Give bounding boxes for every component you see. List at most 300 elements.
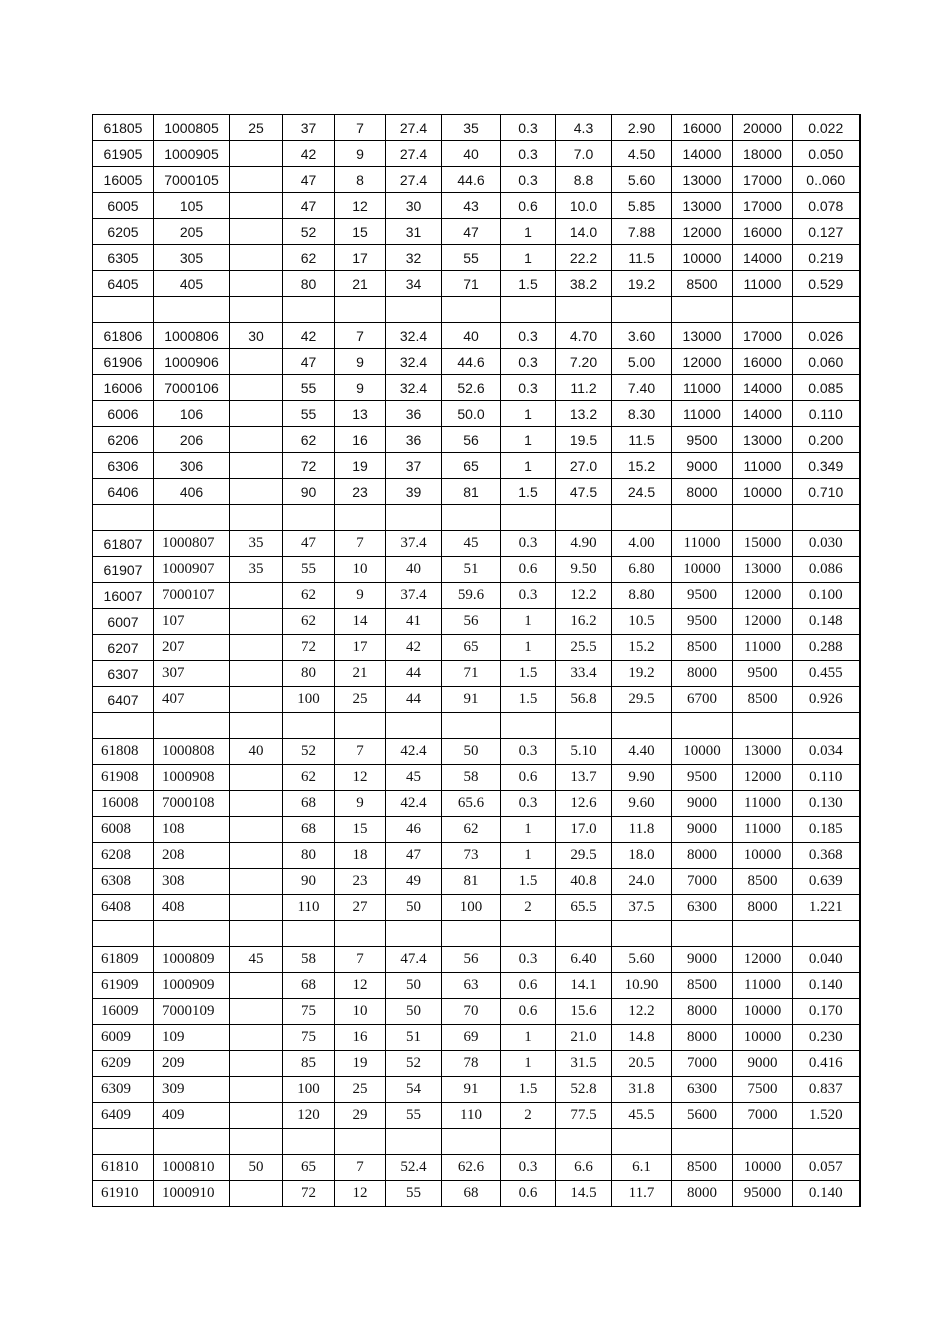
table-cell: 108 — [154, 817, 230, 843]
table-cell: 1000809 — [154, 947, 230, 973]
table-cell: 10000 — [733, 999, 793, 1025]
table-cell: 62 — [283, 427, 335, 453]
table-cell: 52.8 — [556, 1077, 612, 1103]
table-row — [93, 947, 860, 973]
table-cell: 0.6 — [501, 557, 556, 583]
table-row — [93, 245, 860, 271]
table-cell: 0.140 — [793, 973, 860, 999]
table-cell: 0.219 — [793, 245, 860, 271]
table-cell: 15.6 — [556, 999, 612, 1025]
table-cell: 47 — [442, 219, 501, 245]
table-cell: 16000 — [672, 115, 733, 141]
table-cell: 68 — [283, 817, 335, 843]
table-cell — [230, 271, 283, 297]
bearing-spec-table — [92, 114, 861, 1207]
table-cell: 6207 — [93, 635, 154, 661]
table-cell: 11000 — [733, 635, 793, 661]
table-cell: 13000 — [733, 427, 793, 453]
table-cell: 6007 — [93, 609, 154, 635]
spacer-row — [93, 713, 860, 739]
table-cell: 6008 — [93, 817, 154, 843]
table-cell: 91 — [442, 687, 501, 713]
table-cell: 8500 — [672, 1155, 733, 1181]
table-cell: 6205 — [93, 219, 154, 245]
table-cell: 52 — [283, 739, 335, 765]
table-cell: 17.0 — [556, 817, 612, 843]
table-cell — [230, 843, 283, 869]
table-cell — [612, 713, 672, 739]
table-cell: 14.0 — [556, 219, 612, 245]
table-row — [93, 1181, 860, 1207]
table-cell: 16 — [335, 427, 386, 453]
table-cell: 8000 — [672, 1181, 733, 1207]
spacer-row — [93, 505, 860, 531]
table-row — [93, 609, 860, 635]
table-cell: 1 — [501, 843, 556, 869]
table-cell: 37 — [283, 115, 335, 141]
table-cell: 1.5 — [501, 687, 556, 713]
table-cell: 91 — [442, 1077, 501, 1103]
table-row — [93, 1025, 860, 1051]
table-cell: 0.110 — [793, 401, 860, 427]
table-cell: 20000 — [733, 115, 793, 141]
table-cell: 40 — [386, 557, 442, 583]
table-cell: 24.0 — [612, 869, 672, 895]
table-cell: 18.0 — [612, 843, 672, 869]
table-cell: 50 — [386, 999, 442, 1025]
table-cell: 11000 — [672, 375, 733, 401]
table-cell: 6005 — [93, 193, 154, 219]
table-cell: 81 — [442, 869, 501, 895]
table-cell: 61806 — [93, 323, 154, 349]
table-cell: 7.40 — [612, 375, 672, 401]
table-cell: 55 — [386, 1181, 442, 1207]
table-cell — [672, 1129, 733, 1155]
table-cell: 47 — [283, 531, 335, 557]
table-cell: 9.90 — [612, 765, 672, 791]
table-cell: 14.8 — [612, 1025, 672, 1051]
table-cell: 6408 — [93, 895, 154, 921]
table-cell: 9 — [335, 141, 386, 167]
table-cell: 9500 — [733, 661, 793, 687]
table-cell: 42 — [283, 323, 335, 349]
table-cell — [230, 791, 283, 817]
table-cell: 1000808 — [154, 739, 230, 765]
table-cell: 85 — [283, 1051, 335, 1077]
table-cell: 17000 — [733, 193, 793, 219]
table-cell: 1000908 — [154, 765, 230, 791]
table-cell: 0.837 — [793, 1077, 860, 1103]
table-cell: 0.022 — [793, 115, 860, 141]
table-cell: 12 — [335, 765, 386, 791]
table-cell: 56 — [442, 427, 501, 453]
table-cell — [672, 713, 733, 739]
table-cell: 61807 — [93, 531, 154, 557]
table-cell — [154, 297, 230, 323]
table-cell: 9.60 — [612, 791, 672, 817]
table-cell: 10000 — [733, 843, 793, 869]
table-cell: 9000 — [733, 1051, 793, 1077]
table-cell — [93, 297, 154, 323]
table-cell — [442, 1129, 501, 1155]
table-cell: 49 — [386, 869, 442, 895]
table-cell — [672, 297, 733, 323]
table-row — [93, 427, 860, 453]
table-cell: 80 — [283, 843, 335, 869]
table-cell: 58 — [283, 947, 335, 973]
table-cell — [230, 427, 283, 453]
table-cell: 12000 — [733, 609, 793, 635]
table-cell: 16 — [335, 1025, 386, 1051]
table-cell — [230, 973, 283, 999]
table-cell: 23 — [335, 869, 386, 895]
table-cell: 11000 — [672, 531, 733, 557]
table-cell: 61907 — [93, 557, 154, 583]
table-cell: 47.4 — [386, 947, 442, 973]
table-cell: 0.926 — [793, 687, 860, 713]
table-cell: 0.6 — [501, 1181, 556, 1207]
table-cell: 62 — [283, 765, 335, 791]
table-cell: 0.368 — [793, 843, 860, 869]
table-cell — [556, 1129, 612, 1155]
table-cell: 105 — [154, 193, 230, 219]
table-cell: 95000 — [733, 1181, 793, 1207]
table-cell: 61906 — [93, 349, 154, 375]
table-cell: 50 — [442, 739, 501, 765]
table-cell: 0..060 — [793, 167, 860, 193]
table-cell: 11.8 — [612, 817, 672, 843]
table-cell: 45 — [386, 765, 442, 791]
table-cell: 61910 — [93, 1181, 154, 1207]
table-cell: 25 — [335, 687, 386, 713]
table-cell: 17 — [335, 635, 386, 661]
table-cell: 68 — [283, 791, 335, 817]
table-cell: 10000 — [672, 739, 733, 765]
table-cell: 12 — [335, 973, 386, 999]
table-cell: 19 — [335, 1051, 386, 1077]
table-cell: 7000107 — [154, 583, 230, 609]
table-cell: 10000 — [733, 1155, 793, 1181]
table-cell: 77.5 — [556, 1103, 612, 1129]
table-cell — [93, 713, 154, 739]
table-cell: 306 — [154, 453, 230, 479]
table-cell: 4.40 — [612, 739, 672, 765]
table-row — [93, 323, 860, 349]
table-cell: 69 — [442, 1025, 501, 1051]
table-cell: 13000 — [672, 323, 733, 349]
table-cell: 6407 — [93, 687, 154, 713]
table-cell: 9000 — [672, 453, 733, 479]
table-cell: 30 — [386, 193, 442, 219]
table-cell — [154, 1129, 230, 1155]
table-cell: 0.130 — [793, 791, 860, 817]
table-cell: 14000 — [733, 245, 793, 271]
table-row — [93, 453, 860, 479]
table-cell — [501, 505, 556, 531]
table-cell: 23 — [335, 479, 386, 505]
table-cell: 37.5 — [612, 895, 672, 921]
table-row — [93, 1051, 860, 1077]
table-cell: 106 — [154, 401, 230, 427]
table-cell — [733, 713, 793, 739]
table-cell: 47 — [283, 349, 335, 375]
table-row — [93, 271, 860, 297]
table-cell: 7 — [335, 323, 386, 349]
table-cell: 0.3 — [501, 375, 556, 401]
table-cell: 16008 — [93, 791, 154, 817]
table-cell: 0.148 — [793, 609, 860, 635]
table-cell: 0.6 — [501, 999, 556, 1025]
table-cell: 52.4 — [386, 1155, 442, 1181]
table-cell: 15.2 — [612, 453, 672, 479]
table-cell: 6405 — [93, 271, 154, 297]
table-row — [93, 479, 860, 505]
table-cell — [230, 713, 283, 739]
table-cell — [386, 1129, 442, 1155]
table-row — [93, 375, 860, 401]
table-cell: 0.3 — [501, 947, 556, 973]
table-cell: 72 — [283, 635, 335, 661]
table-cell: 16000 — [733, 349, 793, 375]
table-cell: 90 — [283, 479, 335, 505]
table-cell: 4.00 — [612, 531, 672, 557]
table-cell: 90 — [283, 869, 335, 895]
table-cell — [230, 895, 283, 921]
table-cell: 70 — [442, 999, 501, 1025]
table-row — [93, 687, 860, 713]
table-cell — [93, 921, 154, 947]
table-cell: 1 — [501, 1051, 556, 1077]
table-cell: 15 — [335, 219, 386, 245]
table-cell: 8000 — [672, 843, 733, 869]
table-cell: 1.5 — [501, 479, 556, 505]
table-cell: 51 — [386, 1025, 442, 1051]
table-cell: 13000 — [672, 193, 733, 219]
table-cell: 4.90 — [556, 531, 612, 557]
table-cell: 100 — [442, 895, 501, 921]
table-cell: 40.8 — [556, 869, 612, 895]
table-cell — [230, 1129, 283, 1155]
table-cell: 24.5 — [612, 479, 672, 505]
table-row — [93, 739, 860, 765]
table-cell: 5600 — [672, 1103, 733, 1129]
table-cell: 7000108 — [154, 791, 230, 817]
table-cell: 0.3 — [501, 115, 556, 141]
table-cell: 31.8 — [612, 1077, 672, 1103]
table-cell: 8000 — [672, 661, 733, 687]
table-cell: 42.4 — [386, 791, 442, 817]
spacer-row — [93, 297, 860, 323]
table-cell: 19.2 — [612, 661, 672, 687]
table-cell: 100 — [283, 1077, 335, 1103]
table-cell: 0.060 — [793, 349, 860, 375]
table-cell: 1 — [501, 609, 556, 635]
table-cell: 18000 — [733, 141, 793, 167]
table-cell: 71 — [442, 661, 501, 687]
table-cell: 110 — [442, 1103, 501, 1129]
table-cell: 6700 — [672, 687, 733, 713]
table-cell: 72 — [283, 1181, 335, 1207]
table-cell: 0.710 — [793, 479, 860, 505]
table-cell: 16.2 — [556, 609, 612, 635]
table-row — [93, 869, 860, 895]
table-cell: 0.349 — [793, 453, 860, 479]
table-cell: 100 — [283, 687, 335, 713]
table-cell: 0.6 — [501, 973, 556, 999]
table-cell: 0.6 — [501, 765, 556, 791]
table-cell: 47.5 — [556, 479, 612, 505]
table-cell: 4.70 — [556, 323, 612, 349]
table-cell: 405 — [154, 271, 230, 297]
table-cell: 55 — [283, 375, 335, 401]
table-cell — [335, 1129, 386, 1155]
table-cell: 65 — [283, 1155, 335, 1181]
table-cell: 61805 — [93, 115, 154, 141]
table-row — [93, 557, 860, 583]
table-cell: 17000 — [733, 323, 793, 349]
table-cell: 56 — [442, 947, 501, 973]
table-cell: 206 — [154, 427, 230, 453]
table-cell: 0.529 — [793, 271, 860, 297]
table-row — [93, 843, 860, 869]
table-cell: 12000 — [733, 765, 793, 791]
table-cell: 0.026 — [793, 323, 860, 349]
table-cell: 40 — [442, 323, 501, 349]
table-cell: 12 — [335, 193, 386, 219]
table-cell: 20.5 — [612, 1051, 672, 1077]
table-cell — [793, 713, 860, 739]
table-cell: 50 — [386, 895, 442, 921]
table-cell — [230, 401, 283, 427]
table-cell: 7000 — [672, 869, 733, 895]
table-cell: 5.85 — [612, 193, 672, 219]
table-cell: 11000 — [733, 271, 793, 297]
table-cell — [733, 297, 793, 323]
table-cell: 16006 — [93, 375, 154, 401]
table-cell: 62 — [442, 817, 501, 843]
table-cell: 15.2 — [612, 635, 672, 661]
table-cell: 305 — [154, 245, 230, 271]
table-cell: 21 — [335, 271, 386, 297]
table-cell — [556, 297, 612, 323]
table-cell: 12000 — [672, 219, 733, 245]
table-cell — [93, 1129, 154, 1155]
table-cell: 55 — [442, 245, 501, 271]
table-cell: 25 — [230, 115, 283, 141]
table-cell: 11.7 — [612, 1181, 672, 1207]
table-cell: 0.170 — [793, 999, 860, 1025]
table-cell: 0.3 — [501, 349, 556, 375]
table-cell: 1000805 — [154, 115, 230, 141]
table-cell: 61810 — [93, 1155, 154, 1181]
table-cell: 10.90 — [612, 973, 672, 999]
table-cell: 1000807 — [154, 531, 230, 557]
table-cell — [793, 505, 860, 531]
table-cell: 12000 — [733, 947, 793, 973]
table-cell — [556, 713, 612, 739]
table-cell: 6.6 — [556, 1155, 612, 1181]
table-cell: 1 — [501, 453, 556, 479]
table-cell: 29.5 — [612, 687, 672, 713]
table-cell: 9 — [335, 583, 386, 609]
table-cell: 14 — [335, 609, 386, 635]
table-cell: 81 — [442, 479, 501, 505]
table-cell: 5.00 — [612, 349, 672, 375]
table-cell: 7.20 — [556, 349, 612, 375]
table-cell: 0.3 — [501, 1155, 556, 1181]
table-cell — [442, 921, 501, 947]
table-cell: 120 — [283, 1103, 335, 1129]
table-cell: 6305 — [93, 245, 154, 271]
table-row — [93, 141, 860, 167]
table-cell: 1 — [501, 817, 556, 843]
table-cell: 0.639 — [793, 869, 860, 895]
table-cell: 47 — [283, 193, 335, 219]
table-cell — [230, 583, 283, 609]
table-cell: 65.6 — [442, 791, 501, 817]
table-cell: 8500 — [672, 271, 733, 297]
table-cell — [230, 1181, 283, 1207]
table-cell: 0.086 — [793, 557, 860, 583]
table-cell: 45.5 — [612, 1103, 672, 1129]
table-cell: 0.050 — [793, 141, 860, 167]
table-cell: 1000909 — [154, 973, 230, 999]
table-cell: 0.3 — [501, 531, 556, 557]
table-cell: 56 — [442, 609, 501, 635]
table-cell: 11.5 — [612, 245, 672, 271]
table-cell — [230, 479, 283, 505]
table-cell: 72 — [283, 453, 335, 479]
table-cell: 62.6 — [442, 1155, 501, 1181]
table-cell: 21.0 — [556, 1025, 612, 1051]
table-cell: 0.140 — [793, 1181, 860, 1207]
table-cell: 406 — [154, 479, 230, 505]
table-cell: 6206 — [93, 427, 154, 453]
table-cell — [154, 505, 230, 531]
table-cell — [230, 817, 283, 843]
table-cell: 32.4 — [386, 323, 442, 349]
table-cell: 47 — [386, 843, 442, 869]
table-cell: 9 — [335, 349, 386, 375]
table-cell: 13000 — [672, 167, 733, 193]
table-cell: 52.6 — [442, 375, 501, 401]
table-cell: 35 — [230, 557, 283, 583]
table-cell: 29 — [335, 1103, 386, 1129]
table-cell: 0.455 — [793, 661, 860, 687]
table-cell: 71 — [442, 271, 501, 297]
table-cell: 37 — [386, 453, 442, 479]
table-cell — [386, 713, 442, 739]
table-row — [93, 349, 860, 375]
table-cell: 11.2 — [556, 375, 612, 401]
table-cell: 16000 — [733, 219, 793, 245]
table-cell: 51 — [442, 557, 501, 583]
table-cell: 6409 — [93, 1103, 154, 1129]
table-cell: 78 — [442, 1051, 501, 1077]
table-cell: 10.0 — [556, 193, 612, 219]
table-cell: 47 — [283, 167, 335, 193]
table-cell — [335, 297, 386, 323]
table-cell: 0.127 — [793, 219, 860, 245]
table-cell: 6406 — [93, 479, 154, 505]
table-cell — [230, 921, 283, 947]
table-row — [93, 791, 860, 817]
table-cell — [230, 765, 283, 791]
table-cell: 27.4 — [386, 167, 442, 193]
table-cell: 7 — [335, 739, 386, 765]
table-cell — [230, 349, 283, 375]
table-cell: 1000905 — [154, 141, 230, 167]
